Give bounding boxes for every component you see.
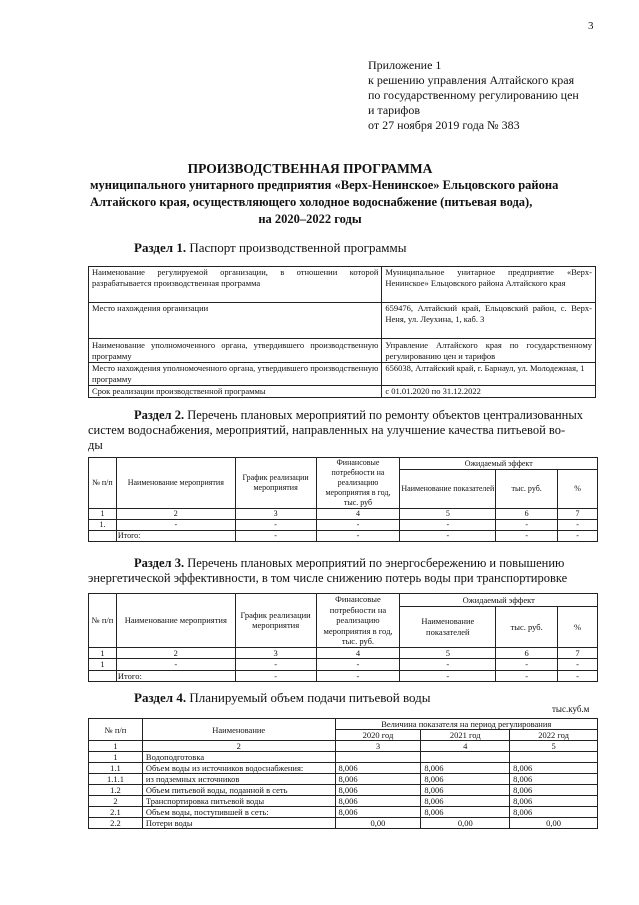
table-header: Финансовые потребности на реализацию мероприятия в год, тыс. руб. bbox=[316, 594, 400, 648]
table-cell: Водоподготовка bbox=[142, 752, 335, 763]
table-header: % bbox=[558, 607, 598, 647]
table-row bbox=[89, 531, 598, 542]
table-row bbox=[89, 670, 598, 682]
table-cell: 656038, Алтайский край, г. Барнаул, ул. Молодежная, 1 bbox=[382, 363, 596, 386]
table-cell: 2 bbox=[116, 647, 235, 659]
appendix-line: по государственному регулированию цен bbox=[368, 88, 579, 102]
section3-line2: энергетической эффективности, в том числе снижению потерь воды при транспортировке bbox=[88, 571, 568, 585]
table-cell: 0,00 bbox=[510, 818, 598, 829]
table-header: 2021 год bbox=[421, 730, 510, 741]
table-cell: 1 bbox=[89, 509, 117, 520]
table-cell: 8,006 bbox=[510, 796, 598, 807]
table-cell: 2 bbox=[89, 796, 143, 807]
table-row bbox=[89, 520, 598, 531]
table-cell: из подземных источников bbox=[142, 774, 335, 785]
table-cell: 1.1 bbox=[89, 763, 143, 774]
table-cell: 4 bbox=[421, 741, 510, 752]
table-row bbox=[89, 339, 596, 363]
table-row bbox=[89, 458, 598, 470]
table-header: Ожидаемый эффект bbox=[400, 594, 598, 607]
table-cell: 8,006 bbox=[421, 763, 510, 774]
table-cell: 1 bbox=[89, 659, 117, 671]
table-row bbox=[89, 719, 598, 730]
table-cell: - bbox=[496, 531, 558, 542]
table-cell: 7 bbox=[558, 509, 598, 520]
table-row bbox=[89, 785, 598, 796]
table-row bbox=[89, 594, 598, 607]
table-cell: 6 bbox=[496, 509, 558, 520]
table-row bbox=[89, 386, 596, 398]
table-cell bbox=[89, 670, 117, 682]
table-cell: 4 bbox=[316, 509, 400, 520]
table-cell: Объем питьевой воды, поданной в сеть bbox=[142, 785, 335, 796]
section1-text: Паспорт производственной программы bbox=[186, 240, 407, 255]
table-cell: 8,006 bbox=[421, 774, 510, 785]
table-cell: 8,006 bbox=[335, 807, 421, 818]
table-row bbox=[89, 763, 598, 774]
table-cell: 4 bbox=[316, 647, 400, 659]
unit-label: тыс.куб.м bbox=[552, 704, 590, 714]
table-cell: - bbox=[400, 531, 496, 542]
table-cell bbox=[421, 752, 510, 763]
table-cell bbox=[335, 752, 421, 763]
table-cell: 8,006 bbox=[335, 796, 421, 807]
table-cell: - bbox=[496, 659, 558, 671]
table-cell: Объем воды, поступившей в сеть: bbox=[142, 807, 335, 818]
table-row bbox=[89, 647, 598, 659]
table-cell: 8,006 bbox=[510, 807, 598, 818]
table-row bbox=[89, 363, 596, 386]
table-header: Наименование мероприятия bbox=[116, 458, 235, 509]
table-cell: 8,006 bbox=[510, 763, 598, 774]
table-cell: - bbox=[558, 659, 598, 671]
section4-text: Планируемый объем подачи питьевой воды bbox=[186, 690, 431, 705]
table-cell: 3 bbox=[235, 647, 316, 659]
table-header: Наименование показателей bbox=[400, 470, 496, 509]
table-header: Наименование bbox=[142, 719, 335, 741]
table-cell: - bbox=[558, 531, 598, 542]
table-cell: - bbox=[400, 520, 496, 531]
energy-measures-table bbox=[88, 593, 598, 682]
table-cell: Объем воды из источников водоснабжения: bbox=[142, 763, 335, 774]
table-cell: 5 bbox=[400, 509, 496, 520]
section2-label: Раздел 2. bbox=[134, 408, 185, 422]
table-cell: 8,006 bbox=[421, 807, 510, 818]
table-cell: 8,006 bbox=[510, 785, 598, 796]
table-cell: 8,006 bbox=[335, 774, 421, 785]
table-cell: - bbox=[235, 520, 316, 531]
table-header: Величина показателя на период регулирования bbox=[335, 719, 597, 730]
table-row bbox=[89, 659, 598, 671]
table-cell: - bbox=[316, 670, 400, 682]
appendix-line: от 27 ноября 2019 года № 383 bbox=[368, 118, 520, 132]
title-line: ПРОИЗВОДСТВЕННАЯ ПРОГРАММА bbox=[187, 161, 433, 176]
table-cell: - bbox=[400, 670, 496, 682]
table-cell: 2 bbox=[116, 509, 235, 520]
table-row bbox=[89, 807, 598, 818]
document-title bbox=[90, 160, 559, 228]
table-cell: - bbox=[235, 670, 316, 682]
table-header: № п/п bbox=[89, 594, 117, 648]
table-header: № п/п bbox=[89, 458, 117, 509]
table-cell: 8,006 bbox=[335, 785, 421, 796]
table-row bbox=[89, 774, 598, 785]
table-cell: 8,006 bbox=[421, 785, 510, 796]
page-number: 3 bbox=[588, 20, 594, 32]
table-cell: 5 bbox=[400, 647, 496, 659]
table-cell bbox=[510, 752, 598, 763]
table-cell: 6 bbox=[496, 647, 558, 659]
table-header: Ожидаемый эффект bbox=[400, 458, 598, 470]
table-cell: Место нахождения организации bbox=[89, 303, 382, 339]
table-cell: Муниципальное унитарное предприятие «Верх-Ненинское» Ельцовского района Алтайского края bbox=[382, 267, 596, 303]
table-cell: 659476, Алтайский край, Ельцовский район, с. Верх-Неня, ул. Леухина, 1, каб. 3 bbox=[382, 303, 596, 339]
table-cell: 1.1.1 bbox=[89, 774, 143, 785]
title-line: на 2020–2022 годы bbox=[258, 212, 362, 226]
table-cell: Срок реализации производственной программы bbox=[89, 386, 382, 398]
table-header: Финансовые потребности на реализацию мероприятия в год, тыс. руб bbox=[316, 458, 400, 509]
table-cell: 5 bbox=[510, 741, 598, 752]
table-cell: 1 bbox=[89, 752, 143, 763]
table-cell: - bbox=[558, 670, 598, 682]
table-cell: 8,006 bbox=[421, 796, 510, 807]
table-cell: - bbox=[496, 520, 558, 531]
table-cell: с 01.01.2020 по 31.12.2022 bbox=[382, 386, 596, 398]
section1-label: Раздел 1. bbox=[134, 240, 187, 255]
section2-line2: систем водоснабжения, мероприятий, направленных на улучшение качества питьевой во- bbox=[88, 423, 566, 437]
table-cell: 8,006 bbox=[510, 774, 598, 785]
table-cell: 2.2 bbox=[89, 818, 143, 829]
table-row bbox=[89, 303, 596, 339]
passport-table bbox=[88, 266, 596, 398]
section2-line3: ды bbox=[88, 438, 103, 452]
section4-heading bbox=[134, 690, 431, 706]
section3-line1: Перечень плановых мероприятий по энергосбережению и повышению bbox=[184, 556, 565, 570]
table-cell: - bbox=[116, 659, 235, 671]
table-cell: 0,00 bbox=[335, 818, 421, 829]
table-cell: Наименование уполномоченного органа, утвердившего производственную программу bbox=[89, 339, 382, 363]
table-cell: Транспортировка питьевой воды bbox=[142, 796, 335, 807]
section2-heading bbox=[88, 408, 600, 453]
table-header: 2020 год bbox=[335, 730, 421, 741]
table-cell: 8,006 bbox=[335, 763, 421, 774]
table-cell: - bbox=[316, 520, 400, 531]
table-row bbox=[89, 796, 598, 807]
table-header: График реализации мероприятия bbox=[235, 594, 316, 648]
table-cell: Управление Алтайского края по государственному регулированию цен и тарифов bbox=[382, 339, 596, 363]
table-header: № п/п bbox=[89, 719, 143, 741]
table-cell: 1.2 bbox=[89, 785, 143, 796]
table-cell: - bbox=[235, 659, 316, 671]
section1-heading bbox=[134, 240, 406, 256]
table-cell bbox=[89, 531, 117, 542]
table-row bbox=[89, 509, 598, 520]
table-cell: - bbox=[400, 659, 496, 671]
table-cell: Итого: bbox=[116, 670, 235, 682]
title-line: Алтайского края, осуществляющего холодное водоснабжение (питьевая вода), bbox=[90, 195, 533, 209]
table-row bbox=[89, 818, 598, 829]
table-cell: 7 bbox=[558, 647, 598, 659]
table-cell: 0,00 bbox=[421, 818, 510, 829]
table-cell: Наименование регулируемой организации, в отношении которой разрабатывается производственная программа bbox=[89, 267, 382, 303]
repair-measures-table bbox=[88, 457, 598, 542]
table-cell: - bbox=[316, 531, 400, 542]
table-row bbox=[89, 267, 596, 303]
table-header: тыс. руб. bbox=[496, 470, 558, 509]
section4-label: Раздел 4. bbox=[134, 690, 187, 705]
table-cell: - bbox=[116, 520, 235, 531]
table-header: Наименование показателей bbox=[400, 607, 496, 647]
table-cell: - bbox=[316, 659, 400, 671]
section2-line1: Перечень плановых мероприятий по ремонту объектов централизованных bbox=[184, 408, 583, 422]
table-header: 2022 год bbox=[510, 730, 598, 741]
appendix-line: к решению управления Алтайского края bbox=[368, 73, 575, 87]
appendix-block bbox=[368, 58, 579, 133]
section3-heading bbox=[88, 556, 600, 586]
appendix-line: Приложение 1 bbox=[368, 58, 442, 72]
table-cell: - bbox=[558, 520, 598, 531]
table-row bbox=[89, 741, 598, 752]
table-header: % bbox=[558, 470, 598, 509]
table-cell: - bbox=[496, 670, 558, 682]
table-cell: Потери воды bbox=[142, 818, 335, 829]
table-cell: 2.1 bbox=[89, 807, 143, 818]
water-supply-table bbox=[88, 718, 598, 829]
table-cell: 3 bbox=[335, 741, 421, 752]
section3-label: Раздел 3. bbox=[134, 556, 185, 570]
table-cell: Место нахождения уполномоченного органа, утвердившего производственную программу bbox=[89, 363, 382, 386]
table-cell: 1. bbox=[89, 520, 117, 531]
table-header: тыс. руб. bbox=[496, 607, 558, 647]
table-row bbox=[89, 752, 598, 763]
table-cell: 1 bbox=[89, 741, 143, 752]
table-cell: Итого: bbox=[116, 531, 235, 542]
table-cell: 1 bbox=[89, 647, 117, 659]
table-cell: 3 bbox=[235, 509, 316, 520]
table-header: График реализации мероприятия bbox=[235, 458, 316, 509]
table-cell: - bbox=[235, 531, 316, 542]
table-header: Наименование мероприятия bbox=[116, 594, 235, 648]
table-cell: 2 bbox=[142, 741, 335, 752]
title-line: муниципального унитарного предприятия «Верх-Ненинское» Ельцовского района bbox=[90, 178, 559, 192]
appendix-line: и тарифов bbox=[368, 103, 421, 117]
